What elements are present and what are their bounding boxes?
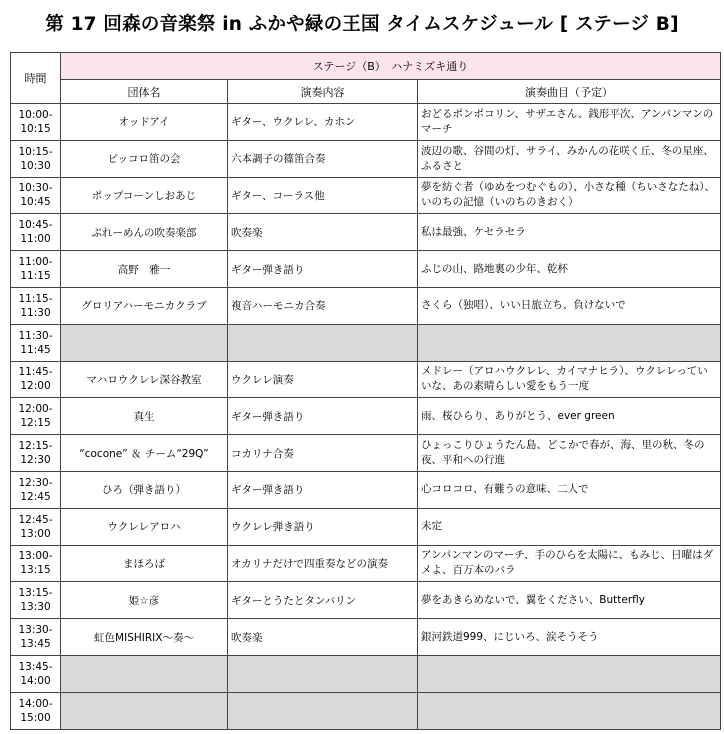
- songs-cell: ひょっこりひょうたん島、どこかで春が、海、里の秋、冬の夜、平和への行進: [418, 435, 721, 472]
- performance-cell: [228, 324, 418, 361]
- time-start: 11:00-: [18, 256, 53, 269]
- group-cell: “cocone” ＆ チーム“29Q”: [61, 435, 228, 472]
- time-cell: [11, 655, 61, 692]
- time-cell: [11, 214, 61, 251]
- time-cell: [11, 140, 61, 177]
- time-end: 12:30: [20, 454, 51, 467]
- table-row: [11, 287, 721, 324]
- performance-cell: 六本調子の篠笛合奏: [228, 140, 418, 177]
- table-row: [11, 140, 721, 177]
- group-cell: ポップコーンしおあじ: [61, 177, 228, 214]
- time-start: 12:45-: [18, 513, 53, 526]
- group-cell: グロリアハーモニカクラブ: [61, 287, 228, 324]
- table-row: [11, 251, 721, 288]
- table-row: [11, 214, 721, 251]
- group-cell: ひろ（弾き語り）: [61, 471, 228, 508]
- schedule-body: [11, 104, 721, 730]
- table-row: [11, 104, 721, 141]
- time-cell: [11, 251, 61, 288]
- time-end: 10:30: [20, 159, 51, 172]
- group-cell: 真生: [61, 398, 228, 435]
- group-cell: [61, 692, 228, 729]
- time-start: 10:45-: [18, 219, 53, 232]
- time-start: 13:00-: [18, 550, 53, 563]
- time-cell: [11, 692, 61, 729]
- songs-cell: 夢を紡ぐ者（ゆめをつむぐもの）、小さな種（ちいさなたね）、いのちの記憶（いのちのきおく）: [418, 177, 721, 214]
- time-end: 12:00: [20, 380, 51, 393]
- performance-cell: ギター弾き語り: [228, 471, 418, 508]
- songs-cell: [418, 692, 721, 729]
- time-end: 13:15: [20, 564, 51, 577]
- stage-header: ステージ（B） ハナミズキ通り: [61, 53, 721, 80]
- time-start: 12:00-: [18, 403, 53, 416]
- songs-cell: さくら（独唱）、いい日旅立ち、負けないで: [418, 287, 721, 324]
- performance-cell: ウクレレ弾き語り: [228, 508, 418, 545]
- time-cell: [11, 177, 61, 214]
- table-row: [11, 324, 721, 361]
- table-row: [11, 508, 721, 545]
- songs-cell: 心コロコロ、有難うの意味、二人で: [418, 471, 721, 508]
- group-cell: ぷれーめんの吹奏楽部: [61, 214, 228, 251]
- time-cell: [11, 545, 61, 582]
- time-cell: [11, 398, 61, 435]
- time-start: 11:45-: [18, 366, 53, 379]
- group-cell: [61, 655, 228, 692]
- performance-column-header: 演奏内容: [228, 80, 418, 104]
- songs-cell: [418, 324, 721, 361]
- time-end: 15:00: [20, 711, 51, 724]
- group-cell: 姫☆彦: [61, 582, 228, 619]
- performance-cell: 複音ハーモニカ合奏: [228, 287, 418, 324]
- time-start: 12:30-: [18, 476, 53, 489]
- time-end: 13:45: [20, 638, 51, 651]
- time-cell: [11, 508, 61, 545]
- table-row: [11, 471, 721, 508]
- time-cell: [11, 104, 61, 141]
- performance-cell: オカリナだけで四重奏などの演奏: [228, 545, 418, 582]
- time-start: 13:30-: [18, 624, 53, 637]
- time-end: 14:00: [20, 674, 51, 687]
- page-title: 第 17 回森の音楽祭 in ふかや緑の王国 タイムスケジュール [ ステージ B]: [45, 14, 679, 35]
- table-row: [11, 435, 721, 472]
- time-cell: [11, 619, 61, 656]
- time-end: 13:30: [20, 601, 51, 614]
- time-start: 10:00-: [18, 108, 53, 121]
- time-start: 14:00-: [18, 697, 53, 710]
- time-end: 11:30: [20, 306, 51, 319]
- group-cell: ピッコロ笛の会: [61, 140, 228, 177]
- table-row: [11, 545, 721, 582]
- songs-column-header: 演奏曲目（予定）: [418, 80, 721, 104]
- group-cell: 高野 雅一: [61, 251, 228, 288]
- time-end: 11:15: [20, 270, 51, 283]
- table-row: [11, 398, 721, 435]
- songs-cell: おどるポンポコリン、サザエさん、銭形平次、アンパンマンのマーチ: [418, 104, 721, 141]
- time-cell: [11, 471, 61, 508]
- songs-cell: ふじの山、路地裏の少年、乾杯: [418, 251, 721, 288]
- songs-cell: アンパンマンのマーチ、手のひらを太陽に、もみじ、日曜はダメよ、百万本のバラ: [418, 545, 721, 582]
- group-cell: [61, 324, 228, 361]
- group-cell: まほろば: [61, 545, 228, 582]
- performance-cell: [228, 655, 418, 692]
- performance-cell: ギター弾き語り: [228, 251, 418, 288]
- performance-cell: ウクレレ演奏: [228, 361, 418, 398]
- songs-cell: [418, 655, 721, 692]
- songs-cell: 銀河鉄道999、にじいろ、涙そうそう: [418, 619, 721, 656]
- time-cell: [11, 435, 61, 472]
- time-start: 13:45-: [18, 660, 53, 673]
- songs-cell: 夢をあきらめないで、翼をください、Butterfly: [418, 582, 721, 619]
- group-cell: オッドアイ: [61, 104, 228, 141]
- performance-cell: ギター弾き語り: [228, 398, 418, 435]
- time-start: 11:30-: [18, 329, 53, 342]
- table-row: [11, 692, 721, 729]
- time-start: 11:15-: [18, 292, 53, 305]
- time-cell: [11, 324, 61, 361]
- group-cell: 虹色MISHIRIX～奏～: [61, 619, 228, 656]
- performance-cell: コカリナ合奏: [228, 435, 418, 472]
- table-row: [11, 619, 721, 656]
- time-end: 13:00: [20, 527, 51, 540]
- time-start: 12:15-: [18, 440, 53, 453]
- performance-cell: 吹奏楽: [228, 619, 418, 656]
- time-cell: [11, 582, 61, 619]
- group-cell: マハロウクレレ深谷教室: [61, 361, 228, 398]
- time-end: 11:45: [20, 343, 51, 356]
- time-end: 10:15: [20, 122, 51, 135]
- performance-cell: ギター、コーラス他: [228, 177, 418, 214]
- performance-cell: [228, 692, 418, 729]
- performance-cell: ギターとうたとタンバリン: [228, 582, 418, 619]
- time-end: 11:00: [20, 233, 51, 246]
- songs-cell: 雨、桜ひらり、ありがとう、ever green: [418, 398, 721, 435]
- songs-cell: 私は最強、ケセラセラ: [418, 214, 721, 251]
- time-start: 10:15-: [18, 145, 53, 158]
- group-column-header: 団体名: [61, 80, 228, 104]
- songs-cell: 波辺の歌、谷間の灯、サライ、みかんの花咲く丘、冬の星座、ふるさと: [418, 140, 721, 177]
- performance-cell: 吹奏楽: [228, 214, 418, 251]
- group-cell: ウクレレアロハ: [61, 508, 228, 545]
- songs-cell: 未定: [418, 508, 721, 545]
- time-end: 12:15: [20, 417, 51, 430]
- schedule-table: [10, 52, 721, 730]
- time-end: 12:45: [20, 490, 51, 503]
- table-row: [11, 655, 721, 692]
- time-start: 13:15-: [18, 587, 53, 600]
- performance-cell: ギター、ウクレレ、カホン: [228, 104, 418, 141]
- time-cell: [11, 361, 61, 398]
- table-row: [11, 177, 721, 214]
- time-column-header: 時間: [11, 53, 61, 104]
- time-end: 10:45: [20, 196, 51, 209]
- table-row: [11, 361, 721, 398]
- time-start: 10:30-: [18, 182, 53, 195]
- table-row: [11, 582, 721, 619]
- time-cell: [11, 287, 61, 324]
- songs-cell: メドレー（アロハウクレレ、カイマナヒラ）、ウクレレっていいな、あの素晴らしい愛をもう一度: [418, 361, 721, 398]
